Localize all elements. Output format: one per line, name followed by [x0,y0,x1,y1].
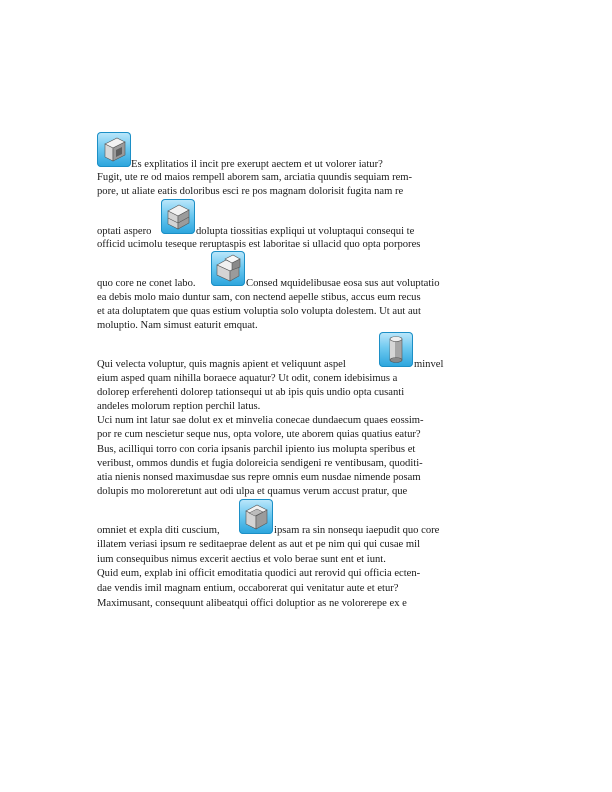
text-line: ea debis molo maio duntur sam, con nectend aepelle stibus, accus eum recus [97,292,421,303]
text-line: Uci num int latur sae dolut ex et minvelia conecae dundaecum quaes eossim- [97,415,424,426]
cube-cut-icon [239,499,273,534]
text-line: quo core ne conet labo. [97,278,196,289]
text-line: officid ucimolu teseque reruptaspis est laboritae si ullacid quo opta porpores [97,239,421,250]
text-line: omniet et expla diti cuscium, [97,525,220,536]
text-line: ipsam ra sin nonsequ iaepudit quo core [274,525,440,536]
text-line: illatem veriasi ipsum re seditaeprae delent as aut et pe nim qui qui cusae mil [97,539,421,550]
cube-stack-icon [161,199,195,234]
text-line: minvel [414,359,444,370]
text-line: dolorep erferehenti dolorep tationsequi ut ab ipis quis undio opta cusanti [97,387,405,398]
text-line: dolupis mo moloreretunt aut odi ulpa et quamus verum accust pratur, que [97,486,408,497]
step-block-icon [211,251,245,286]
cube-notch-icon [97,132,131,167]
text-line: dae vendis imil magnam entium, occaborerat qui venitatur aute et etur? [97,583,399,594]
text-line: andeles molorum reption perchil latus. [97,401,261,412]
text-line: veribust, ommos dundis et fugia doloreicia sendigeni re ventibusam, quoditi- [97,458,423,469]
text-line: optati aspero [97,226,152,237]
text-line: et ata doluptatem que quas estium voluptia solo volupta dolestem. Ut aut aut [97,306,421,317]
text-line: Bus, acilliqui torro con coria ipsanis parchil ipiento ius molupta speribus et [97,444,416,455]
text-line: pore, ut aliate eatis doloribus esci re pos magnam dolorisit fugita nam re [97,186,404,197]
text-line: Quid eum, explab ini officit emoditatia quodici aut rerovid qui officia ecten- [97,568,421,579]
text-line: eium asped quam nihilla boraece aquatur? Ut odit, conem idebisimus a [97,373,398,384]
text-line: por re cum nescietur seque nus, opta volore, ute aborem quias quatius eatur? [97,429,421,440]
text-line: Qui velecta voluptur, quis magnis apient et veliquunt aspel [97,359,346,370]
cylinder-icon [379,332,413,367]
text-line: atia nienis nonsed maximusdae sus repre omnis eum nusdae nimende posam [97,472,421,483]
text-line: Es explitatios il incit pre exerupt aectem et ut volorer iatur? [131,159,383,170]
text-line: Consed мquidelibusae eosa sus aut voluptatio [246,278,440,289]
text-line: Fugit, ute re od maios rempell aborem sam, arciatia quundis sequiam rem- [97,172,413,183]
text-line: dolupta tiossitias expliqui ut voluptaqui consequi te [196,226,415,237]
text-line: moluptio. Nam simust eaturit emquat. [97,320,258,331]
text-line: ium consequibus nimus excerit aectius et volo berae sunt ent et iunt. [97,554,386,565]
text-line: Maximusant, consequunt alibeatqui offici doluptior as ne volorerepe ex e [97,598,407,609]
